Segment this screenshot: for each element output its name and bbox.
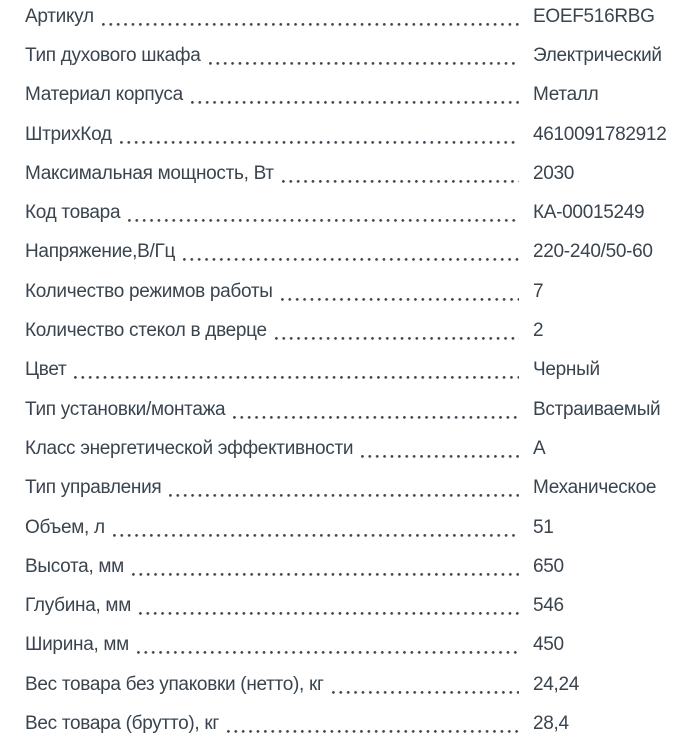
spec-row bbox=[25, 0, 684, 36]
dot-leader bbox=[233, 416, 519, 419]
spec-row bbox=[25, 154, 684, 193]
spec-row bbox=[25, 193, 684, 232]
dot-leader bbox=[332, 691, 519, 694]
spec-value: 2 bbox=[533, 320, 544, 342]
spec-row bbox=[25, 429, 684, 468]
spec-lead bbox=[25, 556, 533, 578]
spec-lead bbox=[25, 320, 533, 342]
spec-value: 650 bbox=[533, 555, 564, 577]
spec-lead bbox=[25, 517, 533, 539]
spec-value: 2030 bbox=[533, 162, 575, 184]
dot-leader bbox=[361, 455, 519, 458]
spec-label: Класс энергетической эффективности bbox=[25, 437, 354, 459]
spec-lead bbox=[25, 595, 533, 617]
dot-leader bbox=[132, 573, 519, 576]
spec-value: 220-240/50-60 bbox=[533, 241, 653, 263]
dot-leader bbox=[120, 141, 519, 144]
spec-label: ШтрихКод bbox=[25, 123, 112, 145]
dot-leader bbox=[209, 62, 519, 65]
spec-value: А bbox=[533, 437, 546, 459]
spec-label: Высота, мм bbox=[25, 555, 124, 577]
spec-label: Объем, л bbox=[25, 516, 105, 538]
spec-row bbox=[25, 626, 684, 665]
spec-row bbox=[25, 76, 684, 115]
spec-label: Артикул bbox=[25, 5, 94, 27]
spec-label: Вес товара (брутто), кг bbox=[25, 712, 219, 734]
spec-value: Черный bbox=[533, 359, 600, 381]
spec-value: КА-00015249 bbox=[533, 202, 645, 224]
spec-label: Цвет bbox=[25, 359, 67, 381]
spec-row bbox=[25, 311, 684, 350]
spec-label: Количество режимов работы bbox=[25, 280, 273, 302]
spec-row bbox=[25, 547, 684, 586]
spec-row bbox=[25, 508, 684, 547]
dot-leader bbox=[128, 219, 519, 222]
dot-leader bbox=[169, 494, 519, 497]
spec-row bbox=[25, 586, 684, 625]
spec-row bbox=[25, 704, 684, 743]
spec-value: 7 bbox=[533, 280, 544, 302]
spec-value: 24,24 bbox=[533, 673, 580, 695]
spec-label: Вес товара без упаковки (нетто), кг bbox=[25, 673, 324, 695]
spec-value: Металл bbox=[533, 84, 599, 106]
spec-value: Механическое bbox=[533, 477, 657, 499]
spec-row bbox=[25, 115, 684, 154]
spec-lead bbox=[25, 6, 533, 28]
spec-lead bbox=[25, 281, 533, 303]
dot-leader bbox=[191, 101, 519, 104]
spec-lead bbox=[25, 359, 533, 381]
spec-lead bbox=[25, 713, 533, 735]
spec-lead bbox=[25, 124, 533, 146]
spec-label: Тип установки/монтажа bbox=[25, 398, 226, 420]
spec-label: Код товара bbox=[25, 202, 121, 224]
dot-leader bbox=[139, 612, 519, 615]
spec-label: Материал корпуса bbox=[25, 84, 183, 106]
spec-label: Максимальная мощность, Вт bbox=[25, 162, 274, 184]
spec-lead bbox=[25, 241, 533, 263]
dot-leader bbox=[281, 298, 519, 301]
spec-label: Напряжение,В/Гц bbox=[25, 241, 176, 263]
dot-leader bbox=[275, 337, 519, 340]
spec-lead bbox=[25, 202, 533, 224]
spec-row bbox=[25, 272, 684, 311]
spec-label: Тип управления bbox=[25, 477, 162, 499]
dot-leader bbox=[282, 180, 519, 183]
spec-value: 28,4 bbox=[533, 712, 569, 734]
spec-value: 4610091782912 bbox=[533, 123, 667, 145]
dot-leader bbox=[137, 651, 519, 654]
dot-leader bbox=[74, 376, 519, 379]
spec-label: Тип духового шкафа bbox=[25, 44, 201, 66]
spec-lead bbox=[25, 674, 533, 696]
spec-row bbox=[25, 390, 684, 429]
spec-lead bbox=[25, 45, 533, 67]
spec-value: 450 bbox=[533, 634, 564, 656]
spec-lead bbox=[25, 477, 533, 499]
spec-lead bbox=[25, 163, 533, 185]
spec-row bbox=[25, 469, 684, 508]
spec-lead bbox=[25, 634, 533, 656]
spec-lead bbox=[25, 438, 533, 460]
spec-value: Встраиваемый bbox=[533, 398, 661, 420]
spec-row bbox=[25, 351, 684, 390]
spec-label: Ширина, мм bbox=[25, 634, 129, 656]
spec-value: EOEF516RBG bbox=[533, 5, 655, 27]
dot-leader bbox=[113, 534, 519, 537]
dot-leader bbox=[102, 23, 519, 26]
spec-row bbox=[25, 665, 684, 704]
dot-leader bbox=[183, 258, 519, 261]
spec-value: 546 bbox=[533, 595, 564, 617]
dot-leader bbox=[227, 730, 519, 733]
spec-value: Электрический bbox=[533, 44, 662, 66]
spec-label: Количество стекол в дверце bbox=[25, 320, 267, 342]
spec-row bbox=[25, 233, 684, 272]
spec-lead bbox=[25, 399, 533, 421]
spec-lead bbox=[25, 84, 533, 106]
spec-value: 51 bbox=[533, 516, 554, 538]
spec-label: Глубина, мм bbox=[25, 595, 131, 617]
spec-row bbox=[25, 36, 684, 75]
